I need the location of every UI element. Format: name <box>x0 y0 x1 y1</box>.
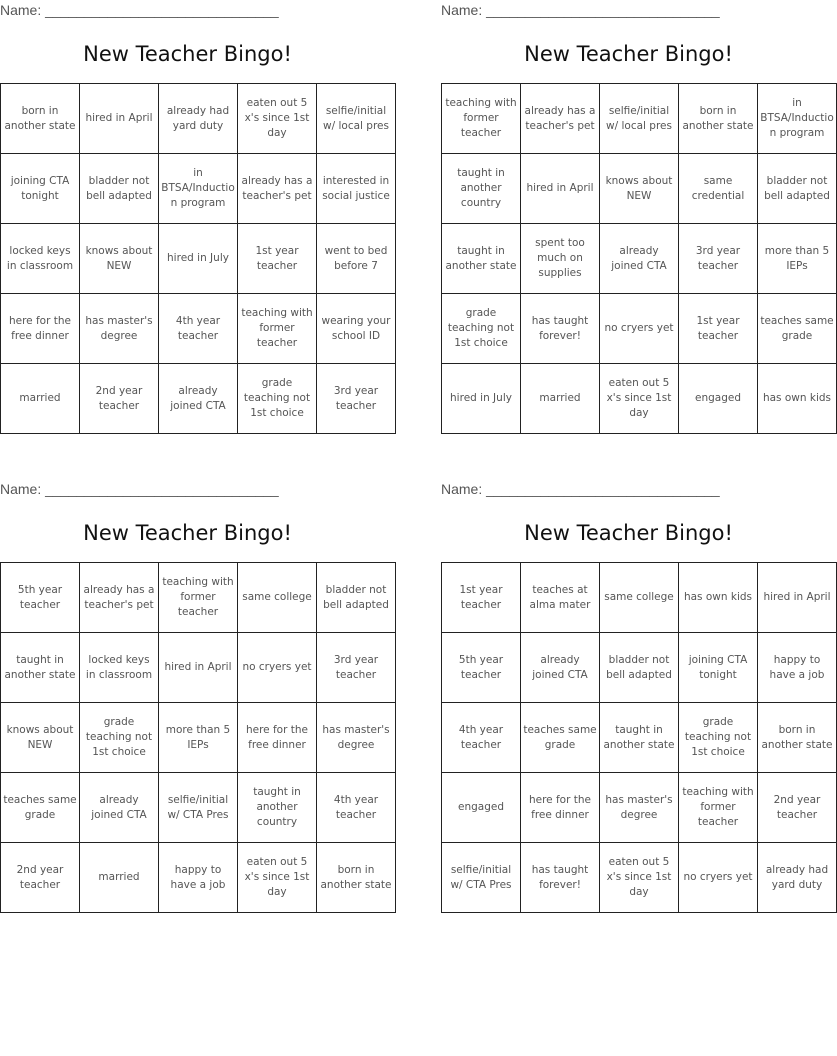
bingo-cell: bladder not bell adapted <box>317 563 396 633</box>
bingo-grid <box>441 83 837 434</box>
bingo-cell: in BTSA/Induction program <box>758 84 837 154</box>
bingo-cell: hired in April <box>80 84 159 154</box>
bingo-row <box>1 703 396 773</box>
bingo-cell: selfie/initial w/ local pres <box>600 84 679 154</box>
card-title: New Teacher Bingo! <box>83 42 292 66</box>
bingo-cell: more than 5 IEPs <box>758 224 837 294</box>
bingo-cell: knows about NEW <box>1 703 80 773</box>
bingo-cell: already joined CTA <box>80 773 159 843</box>
bingo-cell: hired in July <box>442 364 521 434</box>
bingo-cell: has own kids <box>679 563 758 633</box>
bingo-row <box>442 633 837 703</box>
name-field-label: Name: ______________________________ <box>0 2 279 18</box>
bingo-cell: knows about NEW <box>600 154 679 224</box>
bingo-row <box>1 84 396 154</box>
bingo-cell: 2nd year teacher <box>80 364 159 434</box>
bingo-cell: born in another state <box>679 84 758 154</box>
bingo-cell: has master's degree <box>317 703 396 773</box>
bingo-row <box>1 773 396 843</box>
bingo-cell: has taught forever! <box>521 294 600 364</box>
bingo-cell: 3rd year teacher <box>679 224 758 294</box>
card-title: New Teacher Bingo! <box>524 42 733 66</box>
name-field-label: Name: ______________________________ <box>441 481 720 497</box>
bingo-cell: grade teaching not 1st choice <box>679 703 758 773</box>
bingo-cell: has taught forever! <box>521 843 600 913</box>
bingo-cell: already joined CTA <box>521 633 600 703</box>
bingo-row <box>1 843 396 913</box>
bingo-cell: here for the free dinner <box>1 294 80 364</box>
bingo-cell: grade teaching not 1st choice <box>442 294 521 364</box>
bingo-cell: wearing your school ID <box>317 294 396 364</box>
bingo-cell: selfie/initial w/ CTA Pres <box>159 773 238 843</box>
bingo-cell: taught in another state <box>1 633 80 703</box>
bingo-cell: taught in another state <box>600 703 679 773</box>
bingo-cell: spent too much on supplies <box>521 224 600 294</box>
bingo-cell: hired in July <box>159 224 238 294</box>
bingo-cell: married <box>521 364 600 434</box>
bingo-cell: bladder not bell adapted <box>758 154 837 224</box>
bingo-cell: here for the free dinner <box>238 703 317 773</box>
bingo-cell: grade teaching not 1st choice <box>238 364 317 434</box>
bingo-cell: locked keys in classroom <box>80 633 159 703</box>
bingo-row <box>1 154 396 224</box>
bingo-cell: joining CTA tonight <box>1 154 80 224</box>
bingo-cell: 4th year teacher <box>159 294 238 364</box>
bingo-grid <box>441 562 837 913</box>
bingo-cell: selfie/initial w/ CTA Pres <box>442 843 521 913</box>
bingo-cell: has own kids <box>758 364 837 434</box>
bingo-cell: hired in April <box>521 154 600 224</box>
bingo-cell: 2nd year teacher <box>1 843 80 913</box>
bingo-cell: hired in April <box>159 633 238 703</box>
bingo-row <box>442 224 837 294</box>
bingo-cell: selfie/initial w/ local pres <box>317 84 396 154</box>
bingo-cell: knows about NEW <box>80 224 159 294</box>
bingo-cell: no cryers yet <box>238 633 317 703</box>
bingo-cell: teaches same grade <box>1 773 80 843</box>
bingo-cell: teaching with former teacher <box>159 563 238 633</box>
bingo-grid <box>0 562 396 913</box>
bingo-cell: teaching with former teacher <box>679 773 758 843</box>
bingo-row <box>1 563 396 633</box>
bingo-cell: taught in another country <box>238 773 317 843</box>
bingo-cell: bladder not bell adapted <box>80 154 159 224</box>
name-field-label: Name: ______________________________ <box>441 2 720 18</box>
bingo-cell: joining CTA tonight <box>679 633 758 703</box>
bingo-cell: more than 5 IEPs <box>159 703 238 773</box>
bingo-cell: 1st year teacher <box>442 563 521 633</box>
bingo-cell: 2nd year teacher <box>758 773 837 843</box>
bingo-cell: has master's degree <box>600 773 679 843</box>
name-field-label: Name: ______________________________ <box>0 481 279 497</box>
bingo-cell: teaches same grade <box>521 703 600 773</box>
bingo-row <box>442 703 837 773</box>
bingo-row <box>442 364 837 434</box>
bingo-cell: already joined CTA <box>600 224 679 294</box>
bingo-cell: born in another state <box>758 703 837 773</box>
bingo-cell: already had yard duty <box>159 84 238 154</box>
bingo-cell: grade teaching not 1st choice <box>80 703 159 773</box>
bingo-grid <box>0 83 396 434</box>
bingo-cell: eaten out 5 x's since 1st day <box>600 364 679 434</box>
bingo-cell: locked keys in classroom <box>1 224 80 294</box>
bingo-row <box>442 294 837 364</box>
bingo-cell: hired in April <box>758 563 837 633</box>
bingo-cell: 5th year teacher <box>1 563 80 633</box>
bingo-cell: engaged <box>442 773 521 843</box>
bingo-row <box>442 154 837 224</box>
bingo-cell: same college <box>238 563 317 633</box>
bingo-row <box>442 773 837 843</box>
bingo-cell: married <box>1 364 80 434</box>
bingo-cell: bladder not bell adapted <box>600 633 679 703</box>
bingo-cell: already has a teacher's pet <box>80 563 159 633</box>
bingo-cell: in BTSA/Induction program <box>159 154 238 224</box>
bingo-cell: married <box>80 843 159 913</box>
bingo-cell: teaches at alma mater <box>521 563 600 633</box>
bingo-cell: happy to have a job <box>159 843 238 913</box>
bingo-cell: has master's degree <box>80 294 159 364</box>
bingo-row <box>1 633 396 703</box>
bingo-cell: same credential <box>679 154 758 224</box>
bingo-cell: 5th year teacher <box>442 633 521 703</box>
bingo-cell: interested in social justice <box>317 154 396 224</box>
bingo-cell: happy to have a job <box>758 633 837 703</box>
bingo-cell: teaching with former teacher <box>238 294 317 364</box>
bingo-cell: already had yard duty <box>758 843 837 913</box>
bingo-cell: teaches same grade <box>758 294 837 364</box>
bingo-cell: already has a teacher's pet <box>238 154 317 224</box>
bingo-cell: 3rd year teacher <box>317 364 396 434</box>
bingo-cell: 4th year teacher <box>442 703 521 773</box>
bingo-cell: eaten out 5 x's since 1st day <box>600 843 679 913</box>
bingo-cell: 1st year teacher <box>679 294 758 364</box>
bingo-cell: eaten out 5 x's since 1st day <box>238 843 317 913</box>
bingo-cell: already joined CTA <box>159 364 238 434</box>
bingo-cell: already has a teacher's pet <box>521 84 600 154</box>
bingo-cell: no cryers yet <box>600 294 679 364</box>
bingo-cell: no cryers yet <box>679 843 758 913</box>
bingo-cell: engaged <box>679 364 758 434</box>
bingo-cell: 4th year teacher <box>317 773 396 843</box>
bingo-cell: same college <box>600 563 679 633</box>
bingo-row <box>1 294 396 364</box>
bingo-row <box>1 364 396 434</box>
bingo-cell: teaching with former teacher <box>442 84 521 154</box>
card-title: New Teacher Bingo! <box>83 521 292 545</box>
bingo-cell: taught in another country <box>442 154 521 224</box>
bingo-cell: eaten out 5 x's since 1st day <box>238 84 317 154</box>
bingo-cell: here for the free dinner <box>521 773 600 843</box>
card-title: New Teacher Bingo! <box>524 521 733 545</box>
bingo-cell: 1st year teacher <box>238 224 317 294</box>
bingo-cell: 3rd year teacher <box>317 633 396 703</box>
bingo-row <box>442 84 837 154</box>
bingo-row <box>442 563 837 633</box>
bingo-cell: went to bed before 7 <box>317 224 396 294</box>
bingo-cell: taught in another state <box>442 224 521 294</box>
bingo-row <box>442 843 837 913</box>
bingo-cell: born in another state <box>317 843 396 913</box>
bingo-cell: born in another state <box>1 84 80 154</box>
bingo-row <box>1 224 396 294</box>
